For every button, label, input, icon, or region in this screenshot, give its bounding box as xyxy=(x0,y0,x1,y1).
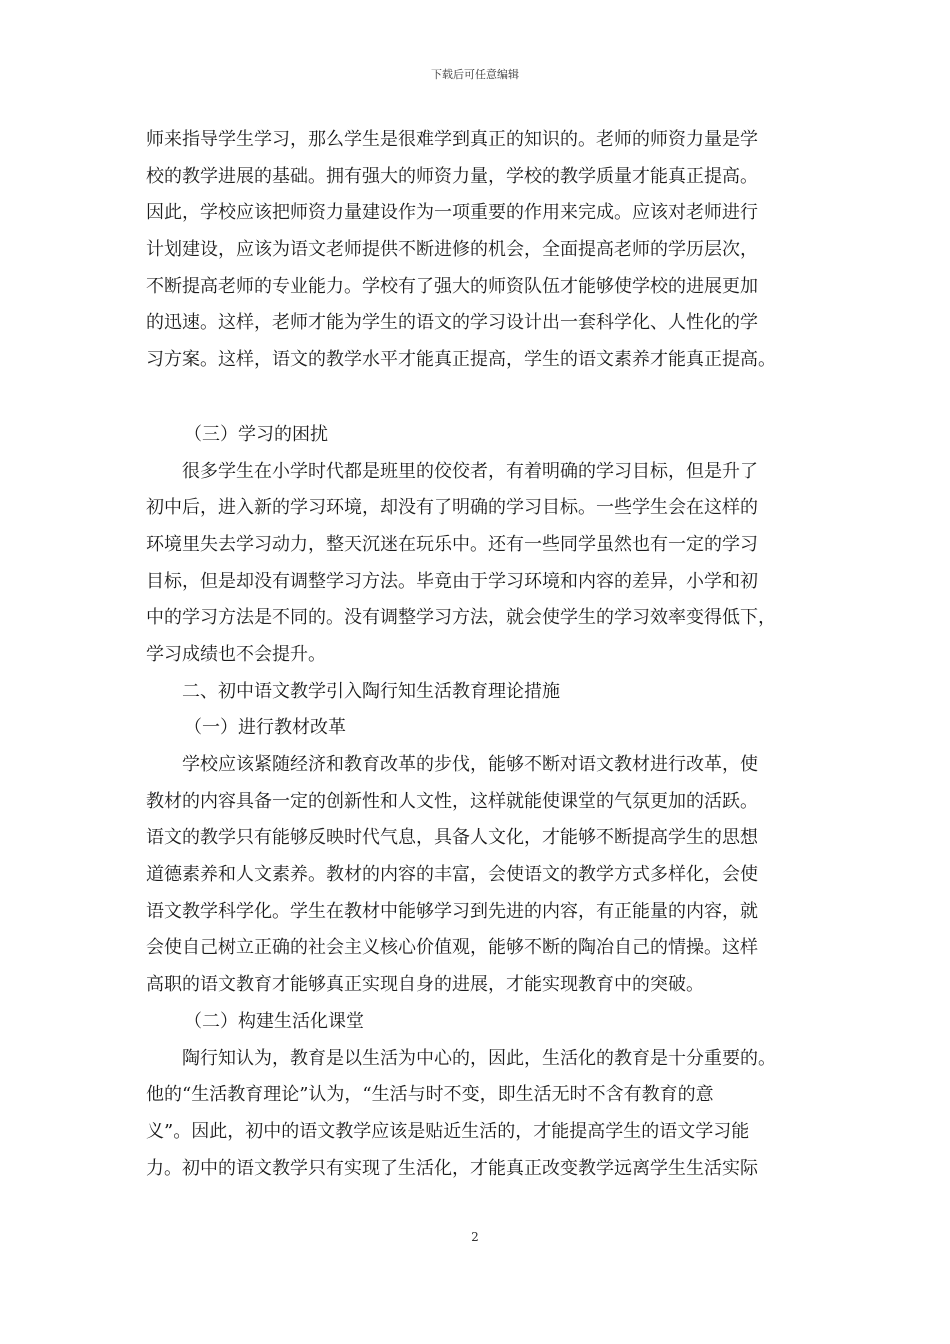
text-line: 语文的教学只有能够反映时代气息，具备人文化，才能够不断提高学生的思想 xyxy=(146,827,758,849)
text-line: 义”。因此，初中的语文教学应该是贴近生活的，才能提高学生的语文学习能 xyxy=(146,1120,750,1142)
section-heading: 二、初中语文教学引入陶行知生活教育理论措施 xyxy=(182,680,560,702)
text-line: 很多学生在小学时代都是班里的佼佼者，有着明确的学习目标，但是升了 xyxy=(182,460,758,482)
paragraph xyxy=(146,747,826,1004)
text-line: 环境里失去学习动力，整天沉迷在玩乐中。还有一些同学虽然也有一定的学习 xyxy=(146,533,758,555)
text-line: 学校应该紧随经济和教育改革的步伐，能够不断对语文教材进行改革，使 xyxy=(182,754,758,775)
paragraph xyxy=(146,1041,826,1188)
subsection-heading: （一）进行教材改革 xyxy=(184,717,346,739)
document-body xyxy=(146,122,826,1187)
spacer xyxy=(146,379,826,417)
text-line: 不断提高老师的专业能力。学校有了强大的师资队伍才能够使学校的进展更加 xyxy=(146,275,758,297)
text-line: 因此，学校应该把师资力量建设作为一项重要的作用来完成。应该对老师进行 xyxy=(146,202,758,224)
text-line: 的迅速。这样，老师才能为学生的语文的学习设计出一套科学化、人性化的学 xyxy=(146,312,758,334)
text-line: 会使自己树立正确的社会主义核心价值观，能够不断的陶冶自己的情操。这样 xyxy=(146,937,758,959)
page-number: 2 xyxy=(471,1230,479,1244)
subsection-heading: （二）构建生活化课堂 xyxy=(184,1010,364,1032)
text-line: 高职的语文教育才能够真正实现自身的进展，才能实现教育中的突破。 xyxy=(146,974,704,996)
text-line: 初中后，进入新的学习环境，却没有了明确的学习目标。一些学生会在这样的 xyxy=(146,497,758,519)
text-line: 力。初中的语文教学只有实现了生活化，才能真正改变教学远离学生生活实际 xyxy=(146,1157,758,1179)
text-line: 他的“生活教育理论”认为，“生活与时不变，即生活无时不含有教育的意 xyxy=(146,1084,714,1106)
paragraph xyxy=(146,122,826,379)
text-line: 习方案。这样，语文的教学水平才能真正提高，学生的语文素养才能真正提高。 xyxy=(146,349,776,371)
text-line: 目标，但是却没有调整学习方法。毕竟由于学习环境和内容的差异，小学和初 xyxy=(146,570,758,592)
text-line: 学习成绩也不会提升。 xyxy=(146,643,326,665)
text-line: 校的教学进展的基础。拥有强大的师资力量，学校的教学质量才能真正提高。 xyxy=(146,165,758,187)
text-line: 教材的内容具备一定的创新性和人文性，这样就能使课堂的气氛更加的活跃。 xyxy=(146,790,758,812)
page-header: 下载后可任意编辑 xyxy=(431,68,519,81)
text-line: 中的学习方法是不同的。没有调整学习方法，就会使学生的学习效率变得低下， xyxy=(146,607,776,629)
text-line: 语文教学科学化。学生在教材中能够学习到先进的内容，有正能量的内容，就 xyxy=(146,900,758,922)
text-line: 计划建设，应该为语文老师提供不断进修的机会，全面提高老师的学历层次， xyxy=(146,239,758,261)
text-line: 道德素养和人文素养。教材的内容的丰富，会使语文的教学方式多样化，会使 xyxy=(146,864,758,886)
text-line: 陶行知认为，教育是以生活为中心的，因此，生活化的教育是十分重要的。 xyxy=(182,1047,776,1069)
subsection-heading: （三）学习的困扰 xyxy=(184,423,328,445)
paragraph xyxy=(146,454,826,674)
text-line: 师来指导学生学习，那么学生是很难学到真正的知识的。老师的师资力量是学 xyxy=(146,129,758,150)
